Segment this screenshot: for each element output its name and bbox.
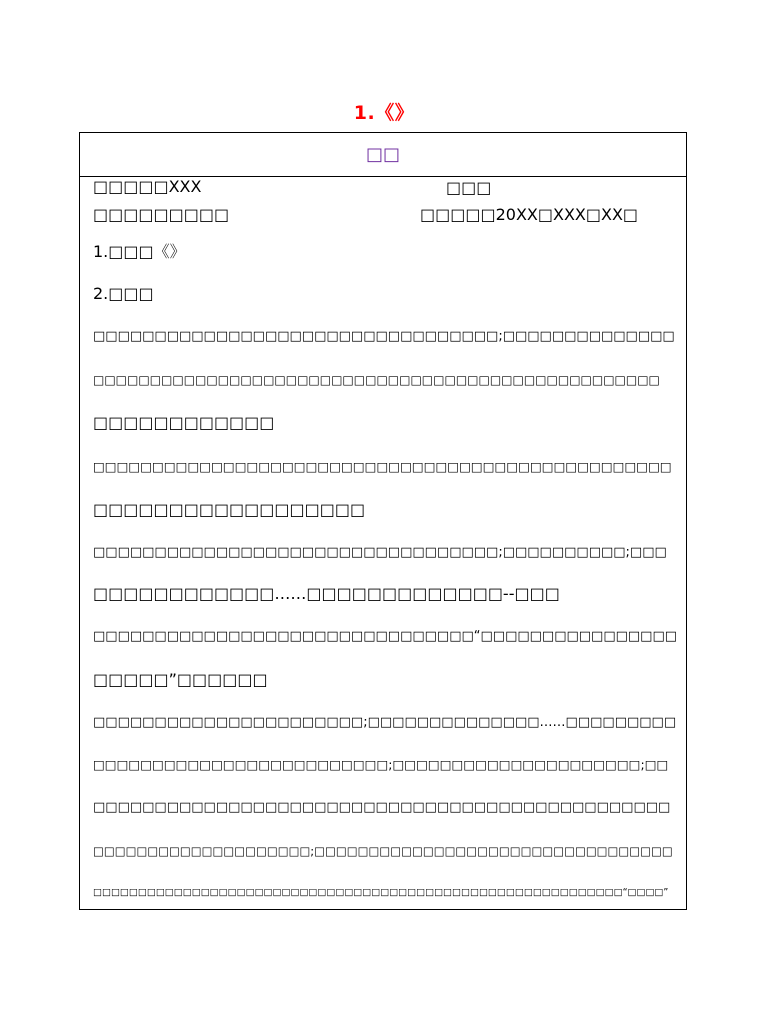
body-line: □□□□□□□□□□□□□□□□□□□□□□□□□;□□□□□□□□□□□□□□□□□□□□□;□□ (93, 757, 669, 772)
section-title-1: 1.□□□《》 (93, 242, 186, 261)
body-line: □□□□□□□□□□□□□□□□□□□□;□□□□□□□□□□□□□□□□□□□□□□□□□□□□□□□□□ (93, 844, 673, 858)
body-line: □□□□□□□□□□□□□□□□□□□□□□□□□□□□□□□□□□□□□□□□□□□□□□□□□ (93, 459, 672, 474)
body-line: □□□□□□□□□□□□□□□□□□□□□□□□□□□□□□□□□□□□□□□□□□□□□□□□□□□□□□□□□□□“□□□□” (93, 887, 669, 898)
body-line: □□□□□□□□□□□□ (93, 413, 275, 432)
teacher-label: □□□□□XXX (93, 177, 202, 196)
body-line: □□□□□□□□□□□□□□□□□□□□□□□□□□□□□□□□□□□□□□□□□□□□□□□□□□ (93, 373, 660, 387)
body-line: □□□□□□□□□□□□……□□□□□□□□□□□□□--□□□ (93, 584, 560, 603)
school-label: □□□□□□□□□ (93, 205, 230, 224)
body-line: □□□□□□□□□□□□□□□□□□□□□□□□□□□□□□□□□;□□□□□□□□□□□□□□ (93, 329, 675, 344)
body-line: □□□□□□□□□□□□□□□□□□□□□□;□□□□□□□□□□□□□□……□□□□□□□□□ (93, 715, 677, 730)
body-line: □□□□□□□□□□□□□□□□□□□□□□□□□□□□□□□“□□□□□□□□□□□□□□□□ (93, 629, 678, 644)
body-line: □□□□□□□□□□□□□□□□□□□□□□□□□□□□□□□□□;□□□□□□□□□□;□□□ (93, 545, 667, 560)
section-title-2: 2.□□□ (93, 284, 154, 303)
body-line: □□□□□□□□□□□□□□□□□□ (93, 500, 366, 519)
body-line: □□□□□□□□□□□□□□□□□□□□□□□□□□□□□□□□□□□□□□□□□□□□□□□ (93, 800, 671, 815)
document-heading: 1.《》 (353, 102, 415, 124)
table-title: □□ (80, 133, 686, 177)
body-line: □□□□□”□□□□□□ (93, 670, 268, 689)
subject-label: □□□ (446, 178, 492, 197)
date-label: □□□□□20XX□XXX□XX□ (420, 205, 639, 224)
lesson-table (79, 132, 687, 910)
